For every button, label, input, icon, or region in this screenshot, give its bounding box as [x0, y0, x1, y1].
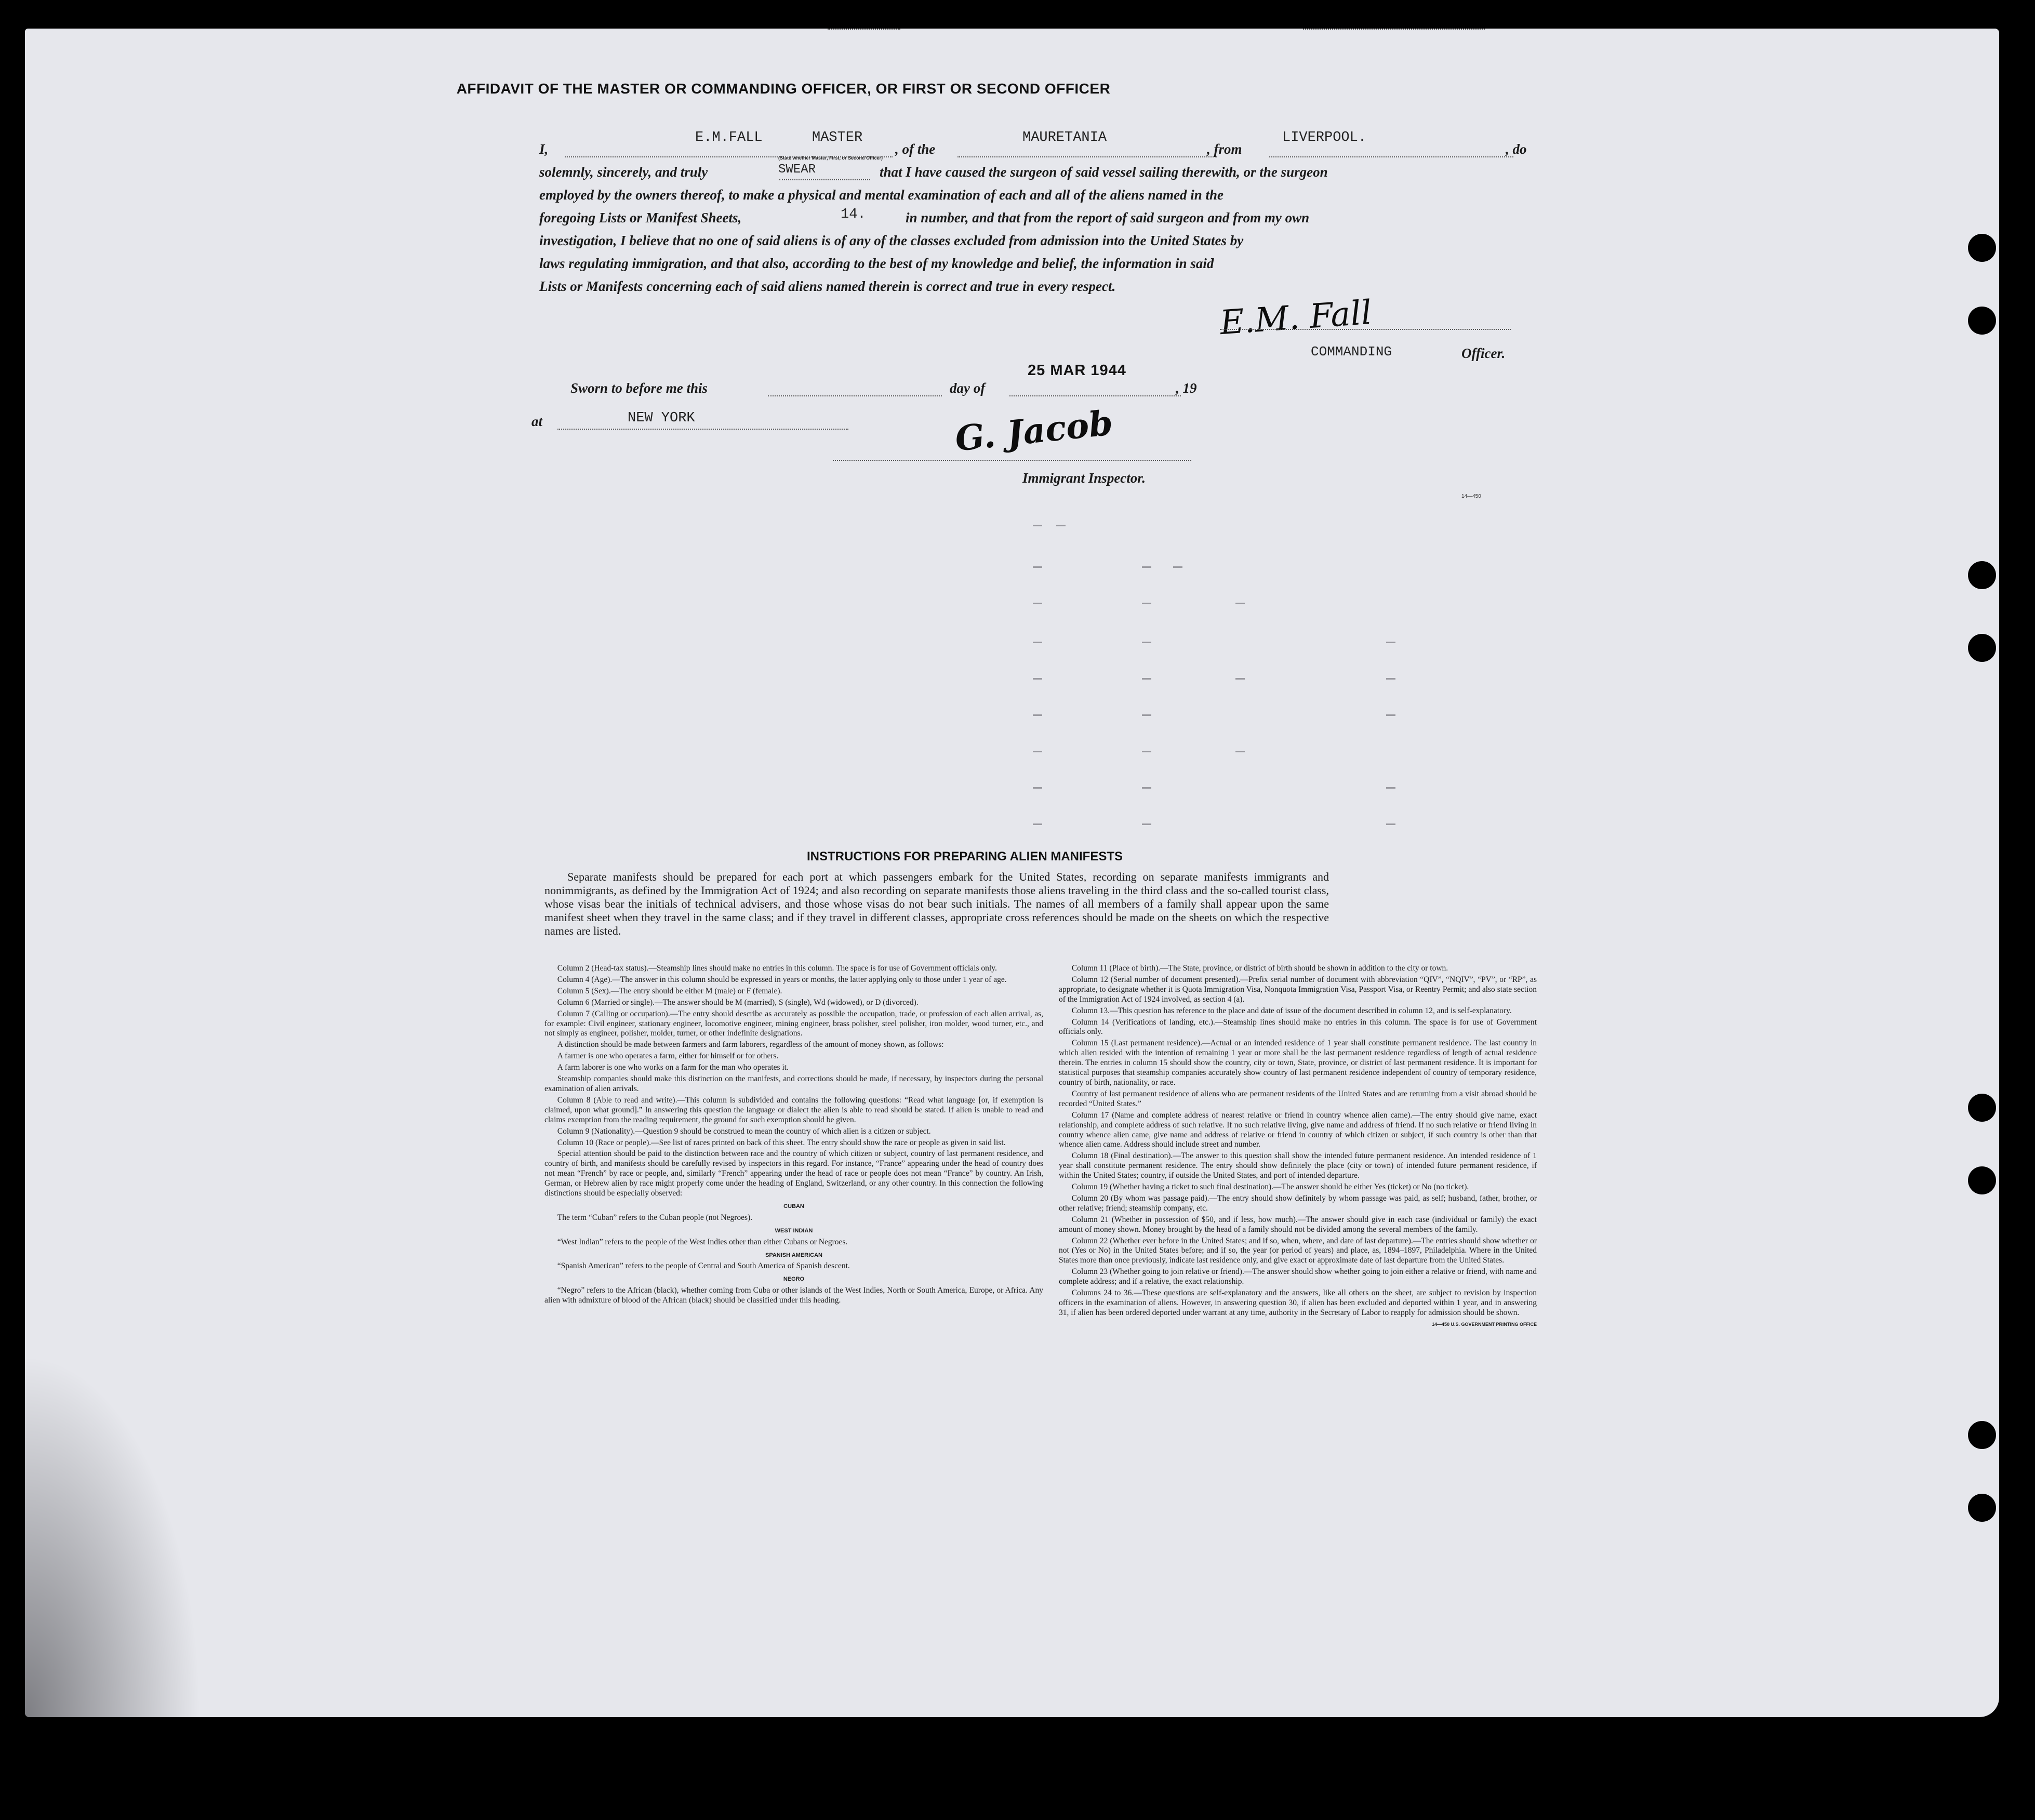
instructions-intro: Separate manifests should be prepared for each port at which passengers embark for the United States, recording on separate manifests immigrants and nonimmigrants, as defined by the Immigration Act of 1924; and also recording on separate manifests those aliens traveling in the third class and the so-called tourist class, whose visas bear the initials of technical advisers, and those whose visas do not bear such initials. The names of all members of a family shall appear upon the same manifest sheet when they travel in the same class; and if they travel in different classes, appropriate cross references should be made on the sheets on which the respective names are listed. — [544, 870, 1329, 937]
instruction-paragraph: Column 18 (Final destination).—The answer to this question shall show the intended future permanent residence. An intended residence of 1 year shall constitute permanent residence. The entry should show definitely the place (city or town) of intended future permanent residence, if within the United States; country, if outside the United States, and port of intended departure. — [1059, 1151, 1537, 1180]
port-from: LIVERPOOL. — [1282, 130, 1367, 145]
instruction-paragraph: Column 2 (Head-tax status).—Steamship lines should make no entries in this column. The space is for use of Government officials only. — [557, 964, 997, 973]
inspector-label: Immigrant Inspector. — [1022, 470, 1146, 486]
instruction-paragraph: Column 5 (Sex).—The entry should be either M (male) or F (female). — [557, 986, 782, 995]
instruction-paragraph: Column 22 (Whether ever before in the United States; and if so, when, where, and date of last departure).—The entries should show whether or not (Yes or No) in the United States before; and if so, the year (or period of years) and place, as, 1894–1897, Philadelphia. Where in the United States more than once previously, indicate last residence only, and give exact or approximate date of last departure from the United States. — [1059, 1236, 1537, 1265]
instructions-title: INSTRUCTIONS FOR PREPARING ALIEN MANIFESTS — [807, 849, 1123, 863]
affidavit-line-2a: solemnly, sincerely, and truly — [539, 164, 708, 180]
inspector-signature: G. Jacob — [953, 402, 1115, 459]
instruction-paragraph: Special attention should be paid to the distinction between race and the country of which citizen or subject, country of last permanent residence, and country of birth, and manifests should be carefully revised by inspectors in this regard. For instance, “France” appearing under the head of country does not mean “French” by race or people, and, similarly “French” appearing under the head of race or people does not mean “France” by country. An Irish, German, or Hebrew alien by race might properly come under the heading of England, Switzerland, or any other country. In this connection the following distinctions should be especially observed: — [544, 1149, 1043, 1198]
swear-word: SWEAR — [778, 163, 816, 177]
sworn-label: Sworn to before me this — [570, 380, 708, 396]
sworn-day-line — [768, 395, 942, 396]
instruction-paragraph: Column 11 (Place of birth).—The State, province, or district of birth should be shown in addition to the city or town. — [1071, 964, 1448, 973]
date-stamp: 25 MAR 1944 — [1028, 362, 1126, 379]
instruction-paragraph: Column 7 (Calling or occupation).—The entry should describe as accurately as possible the occupation, trade, or profession of each alien arrival, as, for example: Civil engineer, stationary engineer, locomotive engineer, mining engineer, brass polisher, steel polisher, iron molder, wood turner, etc., and not simply as engineer, polisher, molder, turner, or other indefinite designations. — [544, 1009, 1043, 1038]
affidavit-line-6: laws regulating immigration, and that also, according to the best of my knowledge and belief, the information in said — [539, 256, 1214, 271]
negro-text: “Negro” refers to the African (black), whether coming from Cuba or other islands of the West Indies, North or South America, Europe, or Africa. Any alien with admixture of blood of the African (black) should be classified under this heading. — [544, 1286, 1043, 1305]
day-of-label: day of — [950, 380, 986, 396]
instruction-paragraph: Column 13.—This question has reference to the place and date of issue of the document described in column 12, and is self-explanatory. — [1071, 1006, 1512, 1015]
west-indian-text: “West Indian” refers to the people of the West Indies other than either Cubans or Negroes. — [557, 1237, 848, 1246]
name-line — [565, 156, 786, 157]
instruction-paragraph: Column 6 (Married or single).—The answer should be M (married), S (single), Wd (widowed), or D (divorced). — [557, 998, 919, 1007]
port-line — [1269, 156, 1513, 157]
at-label: at — [531, 414, 543, 429]
rank-hint: (State whether Master, First, or Second Officer) — [778, 155, 883, 161]
binder-hole — [1968, 634, 1996, 662]
affidavit-line-7: Lists or Manifests concerning each of said aliens named therein is correct and true in every respect. — [539, 278, 1116, 294]
binder-hole — [1968, 1166, 1996, 1194]
officer-title: COMMANDING — [1311, 344, 1392, 360]
instruction-paragraph: Column 10 (Race or people).—See list of races printed on back of this sheet. The entry should show the race or people as given in said list. — [557, 1138, 1006, 1147]
sworn-month-line — [1009, 395, 1181, 396]
instruction-paragraph: Column 23 (Whether going to join relative or friend).—The answer should show whether going to join either a relative or friend, with name and complete address; and if a relative, the exact relationship. — [1059, 1267, 1537, 1286]
do-label: , do — [1506, 141, 1527, 157]
instruction-paragraph: Column 14 (Verifications of landing, etc.).—Steamship lines should make no entries in this column. The space is for use of Government officials only. — [1059, 1017, 1537, 1037]
instruction-paragraph: Steamship companies should make this distinction on the manifests, and corrections should be made, if necessary, by inspectors during the personal examination of alien arrivals. — [544, 1074, 1043, 1093]
printing-office-footer: 14—450 U.S. GOVERNMENT PRINTING OFFICE — [1431, 1321, 1537, 1327]
vessel-line — [957, 156, 1217, 157]
spanish-american-text: “Spanish American” refers to the people of Central and South America of Spanish descent. — [557, 1261, 850, 1271]
instruction-paragraph: A farm laborer is one who works on a farm for the man who operates it. — [557, 1063, 789, 1072]
rank: MASTER — [812, 130, 863, 145]
officer-line — [1303, 29, 1485, 30]
swear-line — [779, 179, 870, 180]
signature-line — [1220, 329, 1511, 330]
binder-hole — [1968, 234, 1996, 262]
instruction-paragraph: Column 17 (Name and complete address of nearest relative or friend in country whence alien came).—The entry should give name, exact relationship, and complete address of such relative. If no such relative living, give name and address of friend. If no such relative or friend living in country whence alien came, give name and address of relative or friend in country of which citizen or subject, if such country is other than that whence alien came. Address should include street and number. — [1059, 1110, 1537, 1149]
cuban-heading: CUBAN — [783, 1203, 804, 1210]
affidavit-line-2b: that I have caused the surgeon of said vessel sailing therewith, or the surgeon — [880, 164, 1328, 180]
place: NEW YORK — [628, 410, 695, 426]
form-number: 14—450 — [1461, 494, 1481, 499]
inspector-line — [833, 460, 1191, 461]
instruction-paragraph: Columns 24 to 36.—These questions are self-explanatory and the answers, like all others on the sheet, are subject to revision by inspection officers in the examination of aliens. However, in answering question 30, if alien has been excluded and deported within 1 year, and in answering 31, if alien has been ordered deported under warrant at any time, authority in the Secretary of Labor to reapply for admission should be shown. — [1059, 1288, 1537, 1317]
vessel-name: MAURETANIA — [1022, 130, 1107, 145]
negro-heading: NEGRO — [783, 1276, 805, 1283]
affidavit-line-4a: foregoing Lists or Manifest Sheets, — [539, 210, 742, 225]
instruction-paragraph: Column 19 (Whether having a ticket to such final destination).—The answer should be either Yes (ticket) or No (no ticket). — [1071, 1183, 1469, 1192]
instructions-left-column — [544, 964, 1043, 1307]
spanish-american-heading: SPANISH AMERICAN — [765, 1252, 822, 1258]
west-indian-heading: WEST INDIAN — [775, 1227, 813, 1234]
instruction-paragraph: Column 20 (By whom was passage paid).—The entry should show definitely by whom passage was paid, as self; husband, father, brother, or other relative; friend; steamship company, etc. — [1059, 1193, 1537, 1213]
year-label: , 19 — [1176, 380, 1197, 396]
i-label: I, — [539, 141, 549, 157]
binder-hole — [1968, 1421, 1996, 1449]
affidavit-line-3: employed by the owners thereof, to make a physical and mental examination of each and all of the aliens named in the — [539, 187, 1223, 203]
sheets-line — [828, 29, 900, 30]
binder-hole — [1968, 561, 1996, 589]
instructions-right-column — [1059, 964, 1537, 1330]
instruction-paragraph: Country of last permanent residence of aliens who are permanent residents of the United States and are returning from a visit abroad should be recorded “United States.” — [1059, 1089, 1537, 1108]
binder-hole — [1968, 1494, 1996, 1522]
from-label: , from — [1207, 141, 1242, 157]
instruction-paragraph: A farmer is one who operates a farm, either for himself or for others. — [557, 1052, 779, 1061]
instruction-paragraph: Column 12 (Serial number of document presented).—Prefix serial number of document with abbreviation “QIV”, “NQIV”, “PV”, or “RP”, as appropriate, to designate whether it is Quota Immigration Visa, Nonquota Immigration Visa, Passport Visa, or Reentry Permit; and also state section of the Immigration Act of 1924 involved, as section 4 (a). — [1059, 975, 1537, 1004]
master-name: E.M.FALL — [695, 130, 763, 145]
scan-shadow — [25, 1353, 202, 1717]
instruction-paragraph: A distinction should be made between farmers and farm laborers, regardless of the amount of money shown, as follows: — [557, 1040, 944, 1050]
of-the-label: , of the — [895, 141, 936, 157]
affidavit-title: AFFIDAVIT OF THE MASTER OR COMMANDING OFFICER, OR FIRST OR SECOND OFFICER — [456, 81, 1111, 97]
instruction-paragraph: Column 4 (Age).—The answer in this column should be expressed in years or months, the latter applying only to those under 1 year of age. — [557, 975, 1007, 984]
place-line — [557, 429, 848, 430]
cuban-text: The term “Cuban” refers to the Cuban people (not Negroes). — [557, 1213, 753, 1222]
sheet-count: 14. — [841, 207, 866, 222]
officer-label: Officer. — [1461, 346, 1506, 361]
instruction-paragraph: Column 8 (Able to read and write).—This column is subdivided and contains the following questions: “Read what language [or, if exemption is claimed, upon what ground].” In answering this question the language or dialect the alien is able to read should be stated. If alien is unable to read and claims exemption from the reading requirement, the ground for such exemption should be given. — [544, 1095, 1043, 1124]
instruction-paragraph: Column 21 (Whether in possession of $50, and if less, how much).—The answer should give in each case (individual or family) the exact amount of money shown. Money brought by the head of a family should not be divided among the several members of the family. — [1059, 1215, 1537, 1234]
affidavit-line-5: investigation, I believe that no one of said aliens is of any of the classes excluded from admission into the United States by — [539, 233, 1244, 248]
master-signature: E.M. Fall — [1218, 293, 1373, 343]
instruction-paragraph: Column 9 (Nationality).—Question 9 should be construed to mean the country of which alien is a citizen or subject. — [557, 1126, 931, 1136]
binder-hole — [1968, 1094, 1996, 1122]
document-page — [25, 29, 1999, 1717]
instruction-paragraph: Column 15 (Last permanent residence).—Actual or an intended residence of 1 year shall constitute permanent residence. The last country in which alien resided with the intention of remaining 1 year or more shall be the last permanent residence regardless of length of actual residence therein. The entries in column 15 should show the country, city or town, State, province, or district of last permanent residence. It is important for statistical purposes that steamship companies accurately show country of last permanent residence independent of country of temporary residence, country of birth, nationality, or race. — [1059, 1039, 1537, 1087]
affidavit-line-4b: in number, and that from the report of said surgeon and from my own — [906, 210, 1310, 225]
binder-hole — [1968, 307, 1996, 335]
